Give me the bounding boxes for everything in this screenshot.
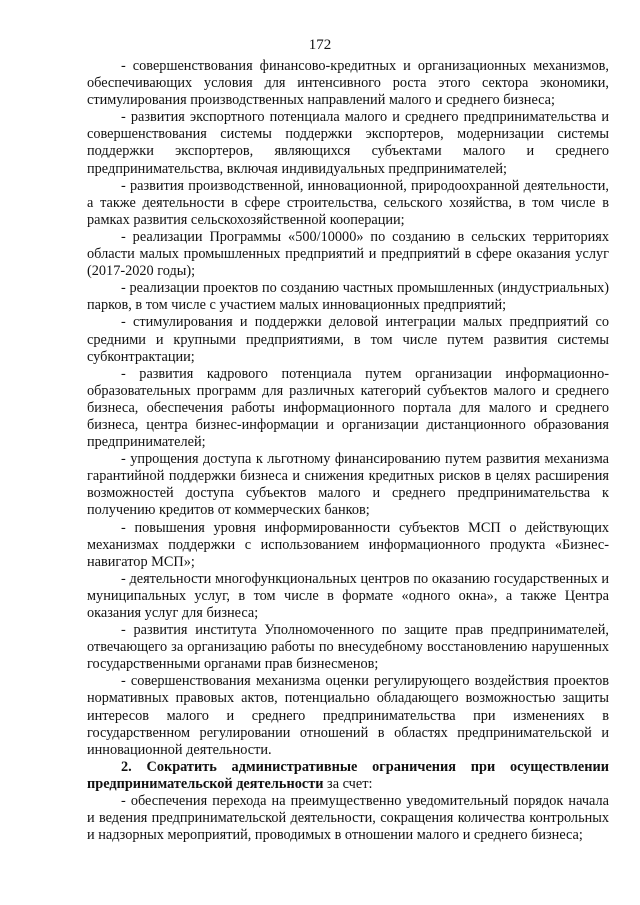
paragraph-14 — [87, 793, 609, 844]
paragraph-text: - повышения уровня информированности субъектов МСП о действующих механизмах поддержки с использованием информационного продукта «Бизнес-навигатор МСП»; — [87, 519, 609, 570]
paragraph-text: за счет: — [323, 775, 373, 792]
paragraph-text: - развития института Уполномоченного по защите прав предпринимателей, отвечающего за организацию работы по внесудебному восстановлению нарушенных государственными органами прав бизнесменов; — [87, 622, 609, 673]
paragraph-12 — [87, 673, 609, 758]
paragraph-5 — [87, 280, 609, 314]
paragraph-text: - реализации проектов по созданию частных промышленных (индустриальных) парков, в том числе с участием малых инновационных предприятий; — [87, 280, 609, 314]
section-heading: 2. Сократить административные ограничения при осуществлении предпринимательской деятельности — [87, 758, 609, 792]
paragraph-text: - деятельности многофункциональных центров по оказанию государственных и муниципальных услуг, в том числе в формате «одного окна», а также Центра оказания услуг для бизнеса; — [87, 570, 609, 621]
paragraph-8 — [87, 451, 609, 519]
paragraph-2 — [87, 109, 609, 177]
paragraph-text: - стимулирования и поддержки деловой интеграции малых предприятий со средними и крупными предприятиями, в том числе путем развития системы субконтрактации; — [87, 314, 609, 365]
paragraph-text: - совершенствования финансово-кредитных и организационных механизмов, обеспечивающих условия для интенсивного роста этого сектора экономики, стимулирования производственных направлений малого и среднего бизнеса; — [87, 58, 609, 109]
paragraph-1 — [87, 58, 609, 109]
page-number: 172 — [308, 37, 332, 53]
document-body — [87, 58, 609, 844]
paragraph-text: - обеспечения перехода на преимущественно уведомительный порядок начала и ведения предпринимательской деятельности, сокращения количества контрольных и надзорных мероприятий, проводимых в отношении малого и среднего бизнеса; — [87, 793, 609, 844]
paragraph-text: - развития экспортного потенциала малого и среднего предпринимательства и совершенствования системы поддержки экспортеров, модернизации системы поддержки экспортеров, являющихся субъектами малого и среднего предпринимательства, включая индивидуальных предпринимателей; — [87, 109, 609, 177]
paragraph-7 — [87, 366, 609, 451]
paragraph-text: - совершенствования механизма оценки регулирующего воздействия проектов нормативных правовых актов, потенциально обладающего возможностью защиты интересов малого и среднего предпринимательства при изменениях в государственном регулировании отношений в областях предпринимательской и инновационной деятельности. — [87, 673, 609, 758]
paragraph-11 — [87, 622, 609, 673]
paragraph-9 — [87, 520, 609, 571]
paragraph-3 — [87, 178, 609, 229]
paragraph-text: - упрощения доступа к льготному финансированию путем развития механизма гарантийной поддержки бизнеса и снижения кредитных рисков в целях расширения возможностей доступа субъектов малого и среднего предпринимательства к получению кредитов от коммерческих банков; — [87, 451, 609, 519]
paragraph-13 — [87, 759, 609, 793]
paragraph-10 — [87, 571, 609, 622]
paragraph-text: - реализации Программы «500/10000» по созданию в сельских территориях области малых промышленных предприятий и предприятий в сфере оказания услуг (2017-2020 годы); — [87, 228, 609, 280]
paragraph-4 — [87, 229, 609, 280]
paragraph-6 — [87, 314, 609, 365]
paragraph-text: - развития кадрового потенциала путем организации информационно-образовательных программ для различных категорий субъектов малого и среднего бизнеса, обеспечения работы информационного портала для малого и среднего бизнеса, центра бизнес-информации и организации дистанционного образования предпринимателей; — [87, 365, 609, 451]
paragraph-text: - развития производственной, инновационной, природоохранной деятельности, а также деятельности в сфере строительства, сельского хозяйства, в том числе в рамках развития сельскохозяйственной кооперации; — [87, 177, 609, 228]
